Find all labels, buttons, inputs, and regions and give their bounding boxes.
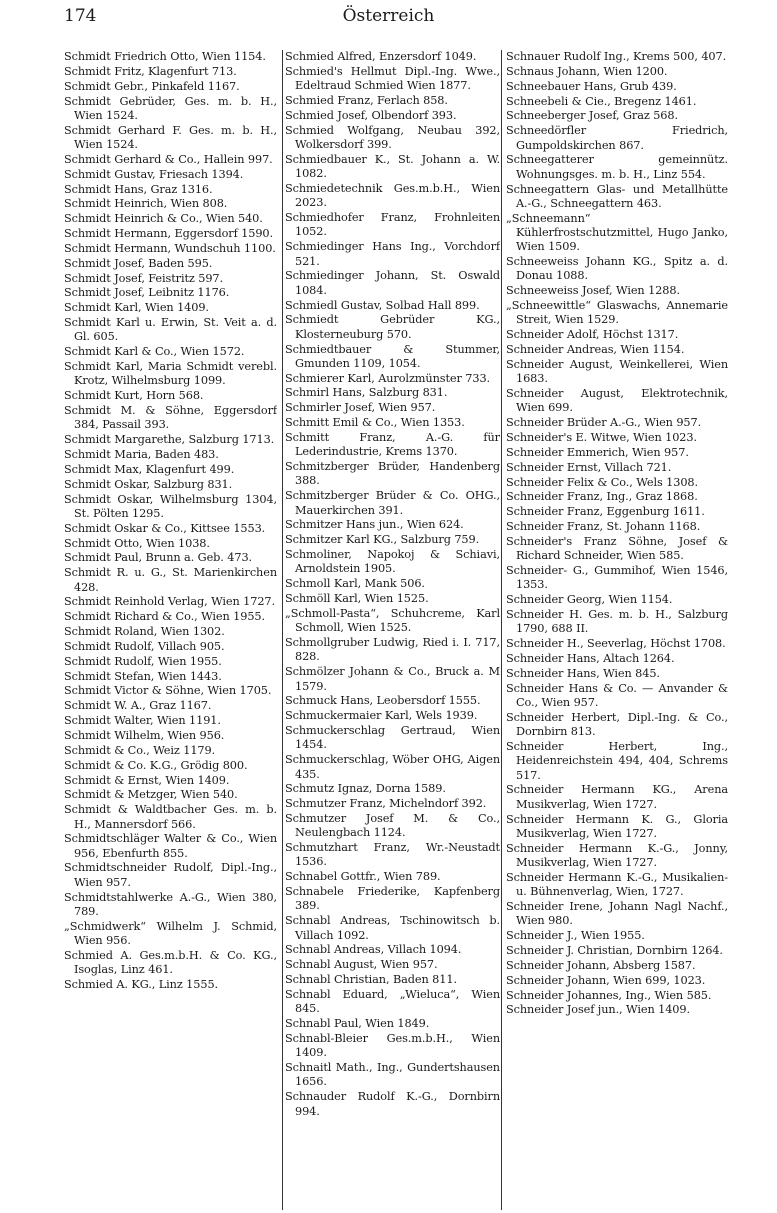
directory-entry: Schmidt Richard & Co., Wien 1955. [64, 610, 265, 624]
directory-entry: Schneider Ernst, Villach 721. [506, 460, 672, 474]
directory-entry: Schnabl Andreas, Tschinowitsch b. Villach 1092. [285, 914, 500, 942]
directory-entry: Schmidtschläger Walter & Co., Wien 956, Ebenfurth 855. [64, 832, 277, 860]
directory-entry: Schmidtschneider Rudolf, Dipl.-Ing., Wien 957. [64, 861, 277, 889]
directory-entry: Schneider Hermann K.-G., Musikalien- u. Bühnenverlag, Wien, 1727. [506, 870, 728, 899]
directory-entry: Schmiedbauer K., St. Johann a. W. 1082. [285, 152, 500, 181]
directory-entry: Schmidt Fritz, Klagenfurt 713. [64, 64, 237, 78]
directory-entry: Schneegattern Glas- und Metallhütte A.-G., Schneegattern 463. [506, 182, 728, 210]
directory-entry: Schneider's E. Witwe, Wien 1023. [506, 431, 697, 445]
directory-entry: Schnabl Christian, Baden 811. [285, 973, 457, 987]
directory-entry: Schneider Brüder A.-G., Wien 957. [506, 416, 702, 430]
directory-entry: Schneider Andreas, Wien 1154. [506, 343, 685, 357]
directory-entry: Schneider Hans & Co. — Anvander & Co., Wien 957. [506, 681, 728, 710]
directory-entry: Schneider Hermann KG., Arena Musikverlag, Wien 1727. [506, 783, 728, 811]
directory-entry: Schneider Johann, Absberg 1587. [506, 958, 696, 972]
directory-entry: Schneider August, Elektrotechnik, Wien 699. [506, 387, 728, 415]
directory-entry: Schneider Hermann K.-G., Jonny, Musikverlag, Wien 1727. [506, 841, 728, 870]
directory-entry: Schmidt Hermann, Wundschuh 1100. [64, 241, 276, 255]
directory-entry: Schmidt R. u. G., St. Marienkirchen 428. [64, 566, 277, 594]
directory-entry: Schmirl Hans, Salzburg 831. [285, 386, 448, 400]
directory-entry: Schmuckermaier Karl, Wels 1939. [285, 709, 478, 723]
directory-entry: Schmidt & Ernst, Wien 1409. [64, 773, 230, 787]
directory-entry: Schmidt & Co. K.G., Grödig 800. [64, 758, 248, 772]
directory-entry: Schmidt Rudolf, Wien 1955. [64, 654, 222, 668]
directory-entry: Schmidtstahlwerke A.-G., Wien 380, 789. [64, 890, 277, 918]
directory-entry: Schmied Franz, Ferlach 858. [285, 93, 448, 107]
directory-entry: Schmidt Stefan, Wien 1443. [64, 669, 222, 683]
directory-entry: Schneider Emmerich, Wien 957. [506, 445, 689, 459]
directory-entry: Schmidt Karl, Wien 1409. [64, 301, 209, 315]
directory-entry: Schmitzer Hans jun., Wien 624. [285, 518, 464, 532]
directory-entry: Schneider Josef jun., Wien 1409. [506, 1003, 690, 1017]
directory-entry: Schneider August, Weinkellerei, Wien 1683. [506, 357, 728, 386]
directory-entry: Schmied Wolfgang, Neubau 392, Wolkersdorf 399. [285, 123, 500, 151]
directory-entry: Schmidt Kurt, Horn 568. [64, 389, 204, 403]
directory-entry: Schnaitl Math., Ing., Gundertshausen 1656. [285, 1061, 500, 1089]
directory-entry: Schneedörfler Friedrich, Gumpoldskirchen 867. [506, 124, 728, 152]
directory-columns [60, 50, 776, 1210]
directory-entry: „Schneemann“ Kühlerfrostschutzmittel, Hugo Janko, Wien 1509. [506, 211, 728, 254]
directory-entry: Schneider Adolf, Höchst 1317. [506, 328, 679, 342]
directory-entry: Schneider Hermann K. G., Gloria Musikverlag, Wien 1727. [506, 812, 728, 840]
directory-entry: Schmölzer Johann & Co., Bruck a. M 1579. [285, 665, 500, 693]
directory-entry: Schmidt & Metzger, Wien 540. [64, 788, 238, 802]
directory-entry: Schneider Hans, Wien 845. [506, 666, 660, 680]
directory-entry: Schmidt Josef, Feistritz 597. [64, 271, 224, 285]
directory-entry: Schneeweiss Josef, Wien 1288. [506, 284, 680, 298]
directory-entry: Schmiedtbauer & Stummer, Gmunden 1109, 1054. [285, 342, 500, 370]
directory-entry: Schneider Felix & Co., Wels 1308. [506, 475, 699, 489]
directory-entry: Schneider Herbert, Ing., Heidenreichstein 494, 404, Schrems 517. [506, 740, 728, 782]
directory-entry: „Schmoll-Pasta“, Schuhcreme, Karl Schmoll, Wien 1525. [285, 606, 500, 635]
directory-entry: Schmitzberger Brüder & Co. OHG., Mauerkirchen 391. [285, 489, 500, 517]
directory-entry: Schmiedetechnik Ges.m.b.H., Wien 2023. [285, 181, 500, 210]
directory-entry: Schnabele Friederike, Kapfenberg 389. [285, 885, 500, 913]
directory-entry: Schneegatterer gemeinnütz. Wohnungsges. m. b. H., Linz 554. [506, 153, 728, 181]
directory-entry: Schmidt Max, Klagenfurt 499. [64, 462, 235, 476]
directory-entry: Schmidt Gerhard & Co., Hallein 997. [64, 152, 273, 166]
directory-entry: Schmitzer Karl KG., Salzburg 759. [285, 533, 480, 547]
directory-entry: Schmutz Ignaz, Dorna 1589. [285, 782, 446, 796]
directory-entry: Schmuckerschlag Gertraud, Wien 1454. [285, 724, 500, 752]
directory-entry: Schneeweiss Johann KG., Spitz a. d. Donau 1088. [506, 255, 728, 283]
directory-entry: „Schmidwerk“ Wilhelm J. Schmid, Wien 956. [64, 919, 277, 948]
directory-entry: „Schneewittle“ Glaswachs, Annemarie Streit, Wien 1529. [506, 299, 728, 327]
directory-entry: Schmierer Karl, Aurolzmünster 733. [285, 371, 491, 385]
directory-entry: Schneider Georg, Wien 1154. [506, 593, 673, 607]
directory-entry: Schmitt Franz, A.-G. für Lederindustrie, Krems 1370. [285, 431, 500, 459]
directory-entry: Schmidt Gebr., Pinkafeld 1167. [64, 79, 240, 93]
column-left [64, 50, 277, 1210]
directory-entry: Schmidt Oskar, Wilhelmsburg 1304, St. Pölten 1295. [64, 492, 277, 520]
directory-entry: Schmidt Karl, Maria Schmidt verebl. Krotz, Wilhelmsburg 1099. [64, 360, 277, 388]
directory-entry: Schneider Franz, St. Johann 1168. [506, 520, 701, 534]
directory-entry: Schneebauer Hans, Grub 439. [506, 79, 677, 93]
directory-entry: Schmidt Karl u. Erwin, St. Veit a. d. Gl. 605. [64, 316, 277, 344]
directory-entry: Schneider Irene, Johann Nagl Nachf., Wien 980. [506, 900, 728, 928]
directory-entry: Schmöll Karl, Wien 1525. [285, 592, 429, 606]
directory-entry: Schmied's Hellmut Dipl.-Ing. Wwe., Edeltraud Schmied Wien 1877. [285, 64, 500, 93]
directory-entry: Schneider Johann, Wien 699, 1023. [506, 973, 706, 987]
directory-entry: Schneider Johannes, Ing., Wien 585. [506, 988, 712, 1002]
directory-entry: Schnabel Gottfr., Wien 789. [285, 870, 441, 884]
directory-entry: Schnabl August, Wien 957. [285, 958, 438, 972]
directory-entry: Schmied A. KG., Linz 1555. [64, 978, 219, 992]
directory-entry: Schmied Alfred, Enzersdorf 1049. [285, 50, 477, 63]
directory-entry: Schmiedhofer Franz, Frohnleiten 1052. [285, 211, 500, 239]
directory-entry: Schmutzhart Franz, Wr.-Neustadt 1536. [285, 841, 500, 869]
directory-entry: Schmidt Josef, Baden 595. [64, 256, 213, 270]
directory-entry: Schmoll Karl, Mank 506. [285, 577, 425, 591]
directory-entry: Schmidt M. & Söhne, Eggersdorf 384, Passail 393. [64, 404, 277, 432]
directory-entry: Schmidt Maria, Baden 483. [64, 448, 219, 462]
directory-entry: Schmutzer Franz, Michelndorf 392. [285, 797, 487, 811]
directory-entry: Schmidt & Waldtbacher Ges. m. b. H., Mannersdorf 566. [64, 803, 277, 831]
column-right [506, 50, 728, 1210]
directory-entry: Schmutzer Josef M. & Co., Neulengbach 1124. [285, 812, 500, 840]
directory-entry: Schmidt Friedrich Otto, Wien 1154. [64, 50, 266, 63]
directory-entry: Schneider J., Wien 1955. [506, 929, 645, 943]
directory-entry: Schmidt & Co., Weiz 1179. [64, 743, 216, 757]
directory-entry: Schmidt Oskar, Salzburg 831. [64, 477, 233, 491]
directory-entry: Schmidt Rudolf, Villach 905. [64, 639, 225, 653]
directory-entry: Schmollgruber Ludwig, Ried i. I. 717, 828. [285, 636, 500, 664]
directory-entry: Schmidt Josef, Leibnitz 1176. [64, 286, 230, 300]
directory-entry: Schnabl-Bleier Ges.m.b.H., Wien 1409. [285, 1031, 500, 1060]
directory-entry: Schmidt Reinhold Verlag, Wien 1727. [64, 595, 276, 609]
directory-entry: Schmidt Gustav, Friesach 1394. [64, 167, 244, 181]
directory-entry: Schmirler Josef, Wien 957. [285, 401, 436, 415]
directory-entry: Schmiedinger Johann, St. Oswald 1084. [285, 269, 500, 297]
directory-entry: Schnabl Paul, Wien 1849. [285, 1017, 430, 1031]
column-middle [285, 50, 500, 1210]
directory-entry: Schmidt Otto, Wien 1038. [64, 536, 210, 550]
directory-entry: Schmidt Gerhard F. Ges. m. b. H., Wien 1524. [64, 123, 277, 151]
directory-entry: Schmidt Heinrich, Wien 808. [64, 197, 228, 211]
directory-entry: Schneider Franz, Ing., Graz 1868. [506, 490, 698, 504]
directory-entry: Schneider H., Seeverlag, Höchst 1708. [506, 637, 726, 651]
directory-entry: Schmidt Victor & Söhne, Wien 1705. [64, 684, 272, 698]
directory-entry: Schneider Franz, Eggenburg 1611. [506, 505, 705, 519]
directory-entry: Schnauer Rudolf Ing., Krems 500, 407. [506, 50, 727, 63]
directory-entry: Schmidt W. A., Graz 1167. [64, 699, 212, 713]
directory-entry: Schmidt Wilhelm, Wien 956. [64, 728, 225, 742]
page-number: 174 [64, 6, 97, 26]
directory-entry: Schmidt Walter, Wien 1191. [64, 714, 221, 728]
directory-entry: Schmiedl Gustav, Solbad Hall 899. [285, 298, 480, 312]
directory-entry: Schmidt Gebrüder, Ges. m. b. H., Wien 1524. [64, 94, 277, 122]
directory-entry: Schmidt Hermann, Eggersdorf 1590. [64, 227, 273, 241]
directory-entry: Schnauder Rudolf K.-G., Dornbirn 994. [285, 1090, 500, 1118]
directory-entry: Schmidt Roland, Wien 1302. [64, 625, 225, 639]
directory-entry: Schmoliner, Napokoj & Schiavi, Arnoldstein 1905. [285, 548, 500, 576]
page-header [0, 4, 777, 30]
directory-entry: Schmidt Heinrich & Co., Wien 540. [64, 212, 263, 226]
directory-entry: Schmuck Hans, Leobersdorf 1555. [285, 694, 481, 708]
page-title: Österreich [342, 6, 435, 26]
directory-entry: Schneider- G., Gummihof, Wien 1546, 1353. [506, 564, 728, 592]
directory-entry: Schneider H. Ges. m. b. H., Salzburg 1790, 688 II. [506, 608, 728, 636]
directory-entry: Schnabl Andreas, Villach 1094. [285, 943, 462, 957]
directory-entry: Schneider's Franz Söhne, Josef & Richard Schneider, Wien 585. [506, 534, 728, 563]
directory-entry: Schneeberger Josef, Graz 568. [506, 109, 678, 123]
directory-entry: Schnabl Eduard, „Wieluca“, Wien 845. [285, 987, 500, 1016]
directory-entry: Schneider Herbert, Dipl.-Ing. & Co., Dornbirn 813. [506, 710, 728, 739]
directory-entry: Schmidt Oskar & Co., Kittsee 1553. [64, 521, 266, 535]
directory-entry: Schmiedt Gebrüder KG., Klosterneuburg 570. [285, 313, 500, 341]
directory-entry: Schmidt Karl & Co., Wien 1572. [64, 345, 245, 359]
directory-entry: Schneider J. Christian, Dornbirn 1264. [506, 943, 723, 957]
directory-entry: Schmidt Paul, Brunn a. Geb. 473. [64, 551, 253, 565]
directory-entry: Schmitt Emil & Co., Wien 1353. [285, 416, 465, 430]
directory-entry: Schmitzberger Brüder, Handenberg 388. [285, 460, 500, 488]
directory-entry: Schneider Hans, Altach 1264. [506, 652, 675, 666]
directory-entry: Schmied A. Ges.m.b.H. & Co. KG., Isoglas, Linz 461. [64, 948, 277, 977]
directory-entry: Schmidt Margarethe, Salzburg 1713. [64, 433, 275, 447]
directory-entry: Schmuckerschlag, Wöber OHG, Aigen 435. [285, 753, 500, 781]
directory-entry: Schmidt Hans, Graz 1316. [64, 182, 213, 196]
directory-entry: Schneebeli & Cie., Bregenz 1461. [506, 94, 697, 108]
directory-entry: Schnaus Johann, Wien 1200. [506, 64, 668, 78]
directory-entry: Schmiedinger Hans Ing., Vorchdorf 521. [285, 240, 500, 268]
directory-entry: Schmied Josef, Olbendorf 393. [285, 108, 457, 122]
